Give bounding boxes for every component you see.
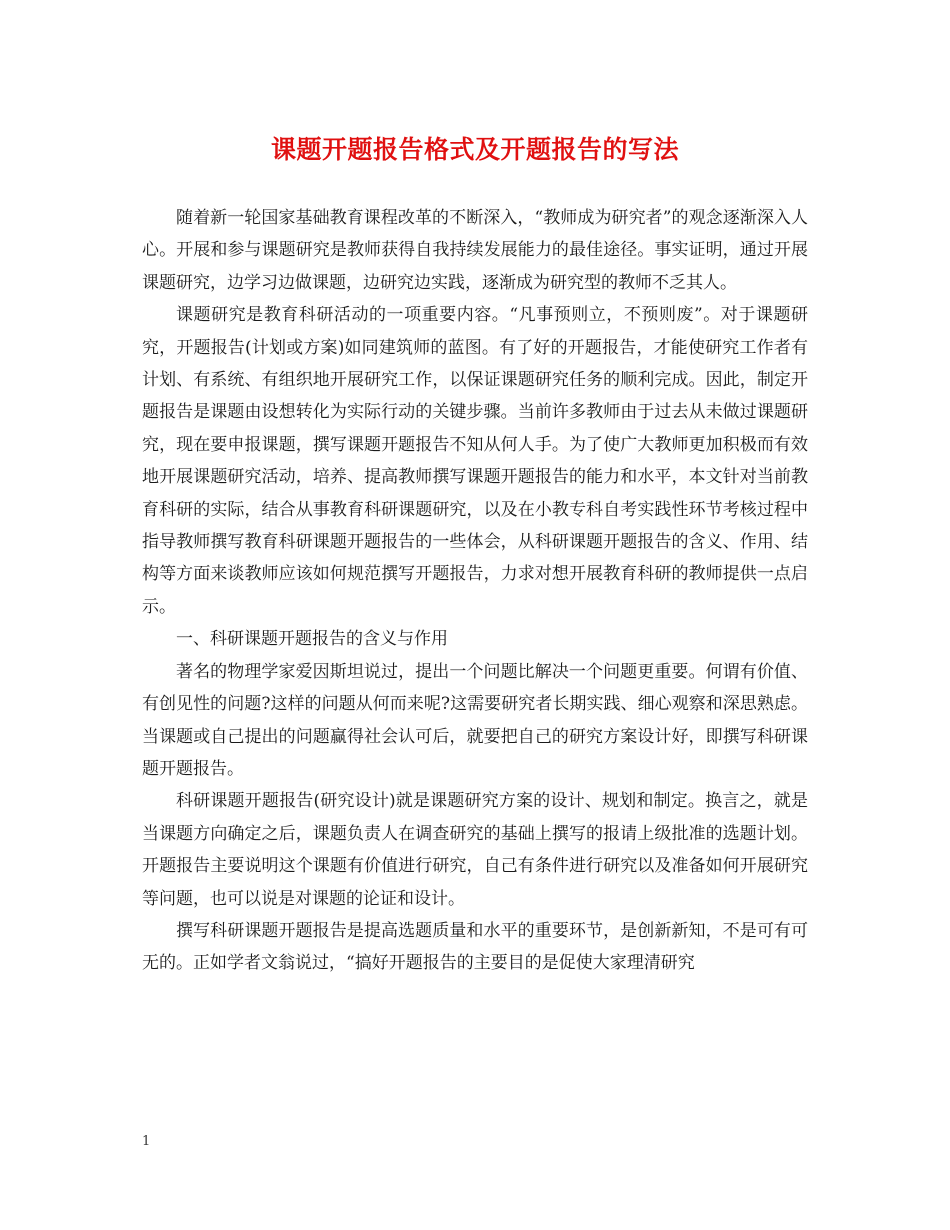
page-number: 1 <box>142 1134 151 1149</box>
document-title: 课题开题报告格式及开题报告的写法 <box>270 135 679 164</box>
paragraph-significance: 撰写科研课题开题报告是提高选题质量和水平的重要环节，是创新新知，不是可有可无的。正如学者文翁说过，“搞好开题报告的主要目的是促使大家理清研究 <box>142 920 808 974</box>
paragraph-intro: 随着新一轮国家基础教育课程改革的不断深入，“教师成为研究者”的观念逐渐深入人心。开展和参与课题研究是教师获得自我持续发展能力的最佳途径。事实证明，通过开展课题研究，边学习边做课题，边研究边实践，逐渐成为研究型的教师不乏其人。 <box>142 208 808 293</box>
paragraph-definition: 科研课题开题报告(研究设计)就是课题研究方案的设计、规划和制定。换言之，就是当课题方向确定之后，课题负责人在调查研究的基础上撰写的报请上级批准的选题计划。开题报告主要说明这个课题有价值进行研究，自己有条件进行研究以及准备如何开展研究等问题，也可以说是对课题的论证和设计。 <box>142 791 808 909</box>
paragraph-importance: 课题研究是教育科研活动的一项重要内容。“凡事预则立，不预则废”。对于课题研究，开题报告(计划或方案)如同建筑师的蓝图。有了好的开题报告，才能使研究工作者有计划、有系统、有组织地开展研究工作，以保证课题研究任务的顺利完成。因此，制定开题报告是课题由设想转化为实际行动的关键步骤。当前许多教师由于过去从未做过课题研究，现在要申报课题，撰写课题开题报告不知从何人手。为了使广大教师更加积极而有效地开展课题研究活动，培养、提高教师撰写课题开题报告的能力和水平，本文针对当前教育科研的实际，结合从事教育科研课题研究，以及在小教专科自考实践性环节考核过程中指导教师撰写教育科研课题开题报告的一些体会，从科研课题开题报告的含义、作用、结构等方面来谈教师应该如何规范撰写开题报告，力求对想开展教育科研的教师提供一点启示。 <box>142 305 808 617</box>
section-heading-1: 一、科研课题开题报告的含义与作用 <box>176 629 448 650</box>
document-body <box>142 202 808 980</box>
paragraph-einstein: 著名的物理学家爱因斯坦说过，提出一个问题比解决一个问题更重要。何谓有价值、有创见性的问题?这样的问题从何而来呢?这需要研究者长期实践、细心观察和深思熟虑。当课题或自己提出的问题赢得社会认可后，就要把自己的研究方案设计好，即撰写科研课题开题报告。 <box>142 661 808 779</box>
